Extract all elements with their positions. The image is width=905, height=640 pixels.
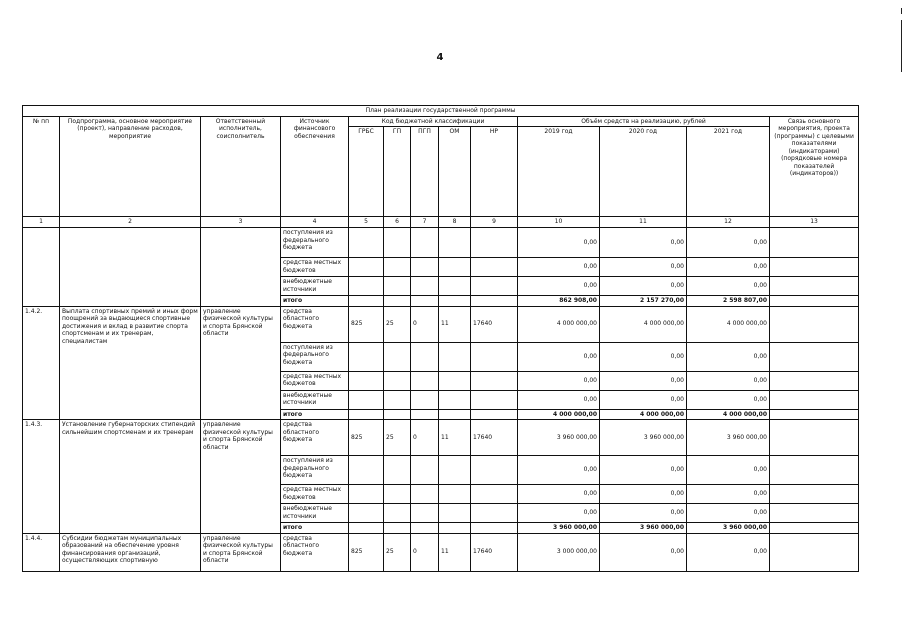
amount-2019: 4 000 000,00 [518, 306, 600, 342]
om-cell: 11 [439, 420, 471, 456]
col-number: 13 [770, 217, 859, 228]
source-label: средства местных бюджетов [281, 258, 349, 277]
om-cell: 11 [439, 533, 471, 571]
name-cell [60, 228, 201, 307]
header-link: Связь основного мероприятия, проекта (программы) с целевыми показателями (индикаторами) (порядковые номера показателей (индикаторов)) [770, 116, 859, 217]
amount-2019: 0,00 [518, 390, 600, 409]
table-row [23, 228, 859, 258]
program-plan-table [22, 105, 859, 572]
total-2019: 4 000 000,00 [518, 409, 600, 420]
amount-2019: 0,00 [518, 342, 600, 371]
header-gp: ГП [384, 127, 411, 217]
total-2019: 862 908,00 [518, 296, 600, 307]
gp-cell: 25 [384, 533, 411, 571]
total-2019: 3 960 000,00 [518, 523, 600, 534]
col-number: 2 [60, 217, 201, 228]
total-2020: 2 157 270,00 [600, 296, 687, 307]
amount-2020: 0,00 [600, 456, 687, 485]
source-label: средства местных бюджетов [281, 371, 349, 390]
amount-2019: 3 960 000,00 [518, 420, 600, 456]
col-number: 12 [687, 217, 770, 228]
amount-2019: 0,00 [518, 456, 600, 485]
col-number: 3 [201, 217, 281, 228]
header-num: № пп [23, 116, 60, 217]
np-cell: 17640 [471, 533, 518, 571]
amount-2021: 0,00 [687, 277, 770, 296]
responsible-cell: управление физической культуры и спорта Брянской области [201, 533, 281, 571]
table-row [23, 420, 859, 456]
amount-2020: 0,00 [600, 504, 687, 523]
num-cell: 1.4.3. [23, 420, 60, 534]
amount-2021: 0,00 [687, 485, 770, 504]
plan-title: План реализации государственной программы [23, 106, 859, 117]
pgp-cell: 0 [411, 306, 439, 342]
page-edge-mark-top [901, 8, 902, 14]
amount-2020: 0,00 [600, 342, 687, 371]
amount-2019: 0,00 [518, 258, 600, 277]
amount-2021: 0,00 [687, 456, 770, 485]
col-number: 5 [349, 217, 384, 228]
amount-2020: 0,00 [600, 485, 687, 504]
responsible-cell [201, 228, 281, 307]
col-number: 9 [471, 217, 518, 228]
amount-2021: 0,00 [687, 504, 770, 523]
amount-2019: 0,00 [518, 277, 600, 296]
amount-2019: 0,00 [518, 371, 600, 390]
name-cell: Установление губернаторских стипендий сильнейшим спортсменам и их тренерам [60, 420, 201, 534]
source-label: внебюджетные источники [281, 504, 349, 523]
num-cell: 1.4.4. [23, 533, 60, 571]
col-number: 7 [411, 217, 439, 228]
responsible-cell: управление физической культуры и спорта Брянской области [201, 420, 281, 534]
source-label: средства местных бюджетов [281, 485, 349, 504]
col-number: 8 [439, 217, 471, 228]
source-label: поступления из федерального бюджета [281, 456, 349, 485]
amount-2021: 3 960 000,00 [687, 420, 770, 456]
amount-2020: 0,00 [600, 533, 687, 571]
amount-2020: 0,00 [600, 258, 687, 277]
header-name: Подпрограмма, основное мероприятие (проект), направление расходов, мероприятие [60, 116, 201, 217]
header-code-group: Код бюджетной классификации [349, 116, 518, 127]
amount-2019: 0,00 [518, 504, 600, 523]
col-number: 4 [281, 217, 349, 228]
page-number: 4 [436, 52, 444, 63]
total-2021: 2 598 807,00 [687, 296, 770, 307]
source-label: итого [281, 523, 349, 534]
source-label: средства областного бюджета [281, 306, 349, 342]
pgp-cell: 0 [411, 533, 439, 571]
grbs-cell: 825 [349, 533, 384, 571]
header-source: Источник финансового обеспечения [281, 116, 349, 217]
amount-2020: 4 000 000,00 [600, 306, 687, 342]
amount-2021: 0,00 [687, 342, 770, 371]
header-np: НР [471, 127, 518, 217]
amount-2019: 0,00 [518, 485, 600, 504]
grbs-cell: 825 [349, 420, 384, 456]
amount-2021: 0,00 [687, 371, 770, 390]
table-row [23, 533, 859, 571]
om-cell: 11 [439, 306, 471, 342]
gp-cell: 25 [384, 306, 411, 342]
header-om: ОМ [439, 127, 471, 217]
source-label: поступления из федерального бюджета [281, 228, 349, 258]
source-label: средства областного бюджета [281, 420, 349, 456]
pgp-cell: 0 [411, 420, 439, 456]
total-2020: 3 960 000,00 [600, 523, 687, 534]
np-cell: 17640 [471, 420, 518, 456]
page-edge-mark [901, 20, 902, 72]
table-row [23, 306, 859, 342]
name-cell: Субсидии бюджетам муниципальных образований на обеспечение уровня финансирования организаций, осуществляющих спортивную [60, 533, 201, 571]
amount-2020: 0,00 [600, 390, 687, 409]
responsible-cell: управление физической культуры и спорта Брянской области [201, 306, 281, 420]
header-2020: 2020 год [600, 127, 687, 217]
col-number: 10 [518, 217, 600, 228]
amount-2021: 0,00 [687, 390, 770, 409]
name-cell: Выплата спортивных премий и иных форм поощрений за выдающиеся спортивные достижения и вклад в развитие спорта спортсменам и их тренерам, специалистам [60, 306, 201, 420]
total-2020: 4 000 000,00 [600, 409, 687, 420]
amount-2021: 4 000 000,00 [687, 306, 770, 342]
grbs-cell: 825 [349, 306, 384, 342]
source-label: средства областного бюджета [281, 533, 349, 571]
amount-2020: 0,00 [600, 228, 687, 258]
source-label: внебюджетные источники [281, 390, 349, 409]
num-cell: 1.4.2. [23, 306, 60, 420]
header-pgp: ПГП [411, 127, 439, 217]
num-cell [23, 228, 60, 307]
np-cell: 17640 [471, 306, 518, 342]
col-number: 1 [23, 217, 60, 228]
header-volume-group: Объём средств на реализацию, рублей [518, 116, 770, 127]
col-number: 6 [384, 217, 411, 228]
amount-2019: 3 000 000,00 [518, 533, 600, 571]
amount-2019: 0,00 [518, 228, 600, 258]
source-label: поступления из федерального бюджета [281, 342, 349, 371]
header-2021: 2021 год [687, 127, 770, 217]
source-label: итого [281, 296, 349, 307]
header-responsible: Ответственный исполнитель, соисполнитель [201, 116, 281, 217]
source-label: внебюджетные источники [281, 277, 349, 296]
header-grbs: ГРБС [349, 127, 384, 217]
amount-2021: 0,00 [687, 258, 770, 277]
amount-2021: 0,00 [687, 533, 770, 571]
amount-2020: 3 960 000,00 [600, 420, 687, 456]
amount-2021: 0,00 [687, 228, 770, 258]
amount-2020: 0,00 [600, 371, 687, 390]
source-label: итого [281, 409, 349, 420]
amount-2020: 0,00 [600, 277, 687, 296]
gp-cell: 25 [384, 420, 411, 456]
header-2019: 2019 год [518, 127, 600, 217]
total-2021: 4 000 000,00 [687, 409, 770, 420]
total-2021: 3 960 000,00 [687, 523, 770, 534]
col-number: 11 [600, 217, 687, 228]
